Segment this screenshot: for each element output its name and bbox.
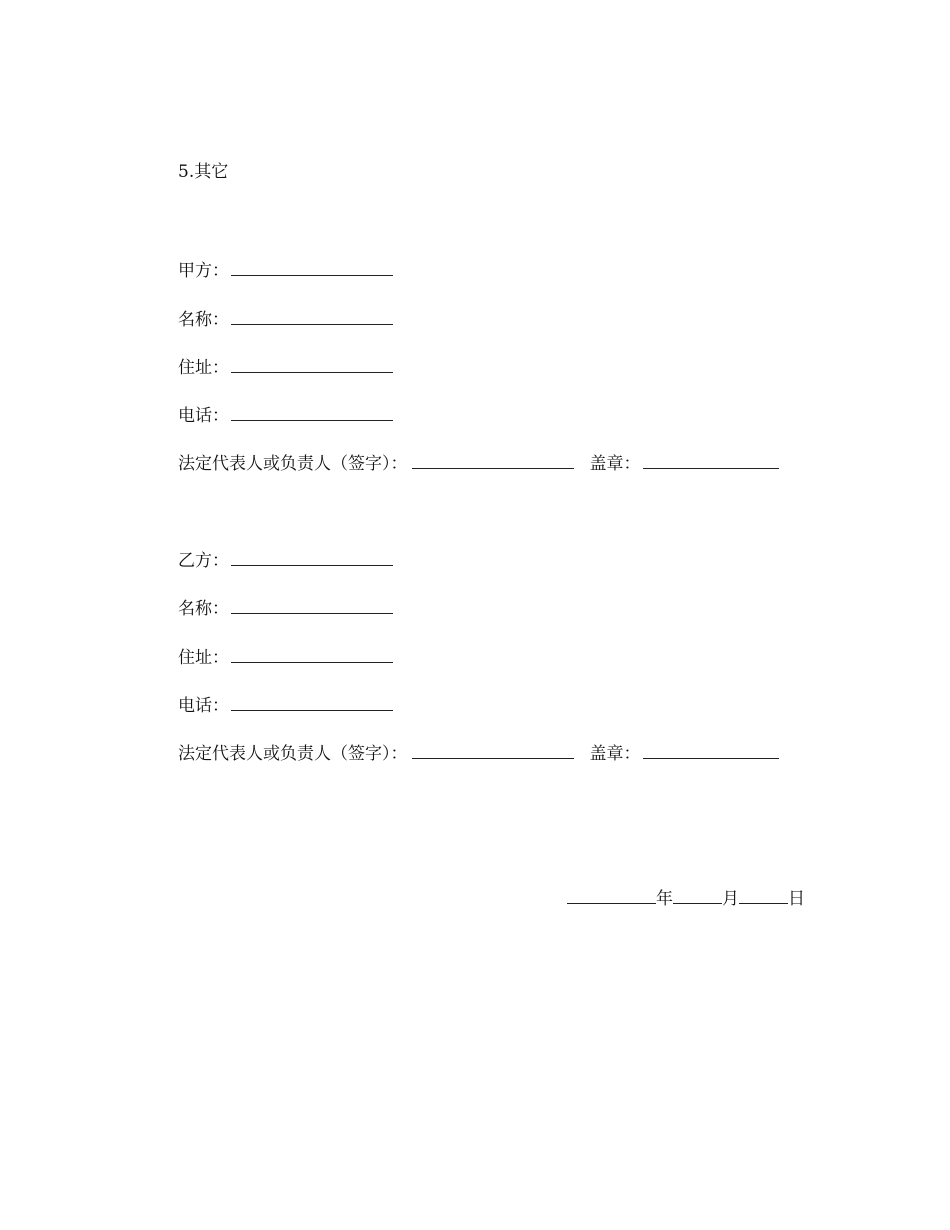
- day-label: 日: [788, 889, 805, 909]
- party-a-phone-row: [178, 402, 393, 426]
- day-blank[interactable]: [739, 885, 788, 904]
- party-b-phone-label: 电话：: [178, 696, 229, 716]
- party-b-name-blank[interactable]: [231, 595, 393, 614]
- party-b-blank[interactable]: [231, 547, 393, 566]
- date-row: [567, 885, 805, 909]
- party-b-address-blank[interactable]: [231, 644, 393, 663]
- party-b-address-label: 住址：: [178, 648, 229, 668]
- party-a-row: [178, 257, 393, 281]
- party-a-address-label: 住址：: [178, 358, 229, 378]
- party-b-phone-blank[interactable]: [231, 692, 393, 711]
- party-a-label: 甲方：: [178, 261, 229, 281]
- party-b-name-label: 名称：: [178, 599, 229, 619]
- month-label: 月: [722, 889, 739, 909]
- party-b-signature-blank[interactable]: [412, 740, 574, 759]
- party-a-blank[interactable]: [231, 257, 393, 276]
- party-a-signature-row: [178, 450, 779, 474]
- party-b-representative-label: 法定代表人或负责人（签字）：: [178, 744, 408, 764]
- month-blank[interactable]: [673, 885, 722, 904]
- year-label: 年: [656, 889, 673, 909]
- party-b-signature-row: [178, 740, 779, 764]
- party-a-phone-blank[interactable]: [231, 402, 393, 421]
- party-b-address-row: [178, 644, 393, 668]
- year-blank[interactable]: [567, 885, 656, 904]
- party-a-name-row: [178, 306, 393, 330]
- party-b-phone-row: [178, 692, 393, 716]
- party-a-seal-label: 盖章：: [589, 454, 641, 474]
- party-a-seal-blank[interactable]: [643, 450, 779, 469]
- party-a-name-blank[interactable]: [231, 306, 393, 325]
- party-b-label: 乙方：: [178, 551, 229, 571]
- party-b-name-row: [178, 595, 393, 619]
- party-a-address-blank[interactable]: [231, 354, 393, 373]
- party-a-representative-label: 法定代表人或负责人（签字）：: [178, 454, 408, 474]
- party-b-row: [178, 547, 393, 571]
- party-a-signature-blank[interactable]: [412, 450, 574, 469]
- party-a-name-label: 名称：: [178, 310, 229, 330]
- party-a-address-row: [178, 354, 393, 378]
- party-b-seal-blank[interactable]: [643, 740, 779, 759]
- section-title: 5.其它: [178, 162, 229, 182]
- party-b-seal-label: 盖章：: [589, 744, 641, 764]
- party-a-phone-label: 电话：: [178, 406, 229, 426]
